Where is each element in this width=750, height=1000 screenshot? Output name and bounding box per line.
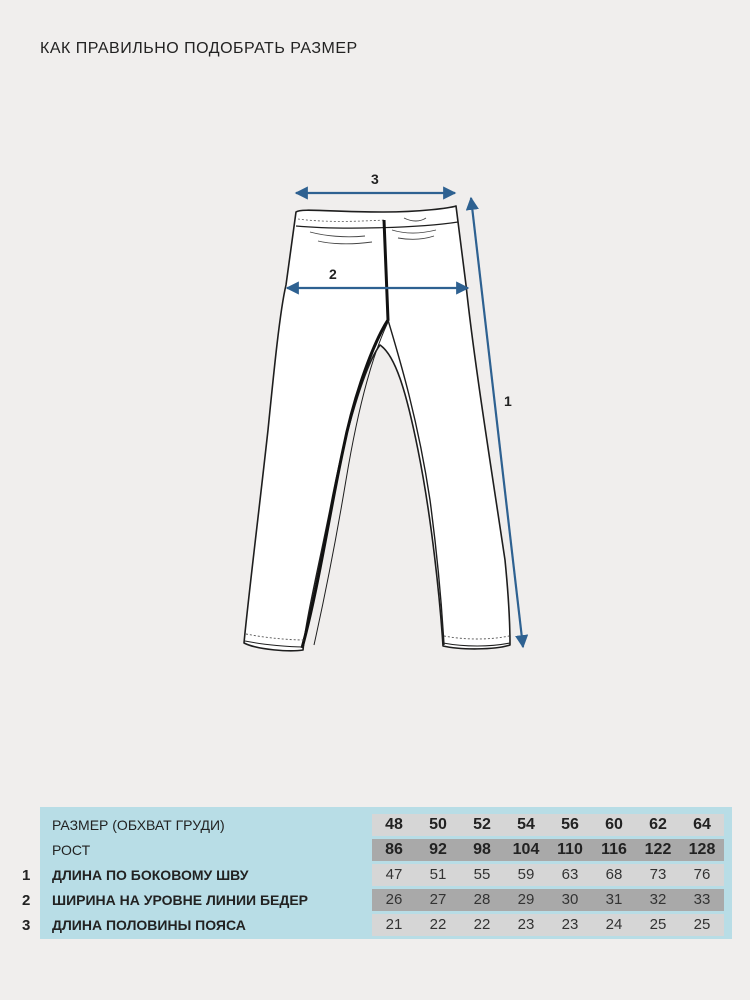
table-row-side-seam-length <box>22 864 732 886</box>
row-values <box>372 839 724 861</box>
dim-label-1: 1 <box>504 393 512 409</box>
row-values <box>372 889 724 911</box>
cell: 86 <box>385 841 403 858</box>
cell: 30 <box>561 891 579 908</box>
cell: 31 <box>605 891 623 908</box>
cell: 52 <box>473 816 491 833</box>
cell: 51 <box>429 866 447 883</box>
row-label: ДЛИНА ПО БОКОВОМУ ШВУ <box>52 867 249 883</box>
table-row-hip-width <box>22 889 732 911</box>
row-values <box>372 914 724 936</box>
cell: 122 <box>644 841 672 858</box>
cell: 128 <box>688 841 716 858</box>
cell: 24 <box>605 916 623 933</box>
cell: 73 <box>649 866 667 883</box>
cell: 92 <box>429 841 447 858</box>
cell: 60 <box>605 816 623 833</box>
cell: 68 <box>605 866 623 883</box>
cell: 50 <box>429 816 447 833</box>
page-title: КАК ПРАВИЛЬНО ПОДОБРАТЬ РАЗМЕР <box>40 40 358 57</box>
cell: 33 <box>693 891 711 908</box>
cell: 25 <box>649 916 667 933</box>
table-row-half-waist-length <box>22 914 732 936</box>
cell: 110 <box>557 841 583 858</box>
cell: 27 <box>429 891 447 908</box>
row-number: 1 <box>22 867 31 884</box>
cell: 28 <box>473 891 491 908</box>
row-values <box>372 814 724 836</box>
cell: 59 <box>517 866 535 883</box>
cell: 23 <box>517 916 535 933</box>
cell: 98 <box>473 841 491 858</box>
cell: 55 <box>473 866 491 883</box>
row-label: ШИРИНА НА УРОВНЕ ЛИНИИ БЕДЕР <box>52 892 309 908</box>
cell: 22 <box>429 916 447 933</box>
cell: 48 <box>385 816 403 833</box>
row-number: 2 <box>22 892 31 909</box>
cell: 29 <box>517 891 535 908</box>
row-label: ДЛИНА ПОЛОВИНЫ ПОЯСА <box>52 917 246 933</box>
cell: 62 <box>649 816 667 833</box>
cell: 56 <box>561 816 579 833</box>
cell: 22 <box>473 916 491 933</box>
table-row-size <box>40 814 732 836</box>
cell: 23 <box>561 916 579 933</box>
pants-outline <box>244 206 510 651</box>
row-label: РАЗМЕР (ОБХВАТ ГРУДИ) <box>52 817 225 833</box>
cell: 21 <box>385 916 403 933</box>
table-row-height <box>40 839 732 861</box>
dim-label-2: 2 <box>329 266 337 282</box>
cell: 54 <box>517 816 535 833</box>
cell: 104 <box>512 841 540 858</box>
cell: 63 <box>561 866 579 883</box>
cell: 47 <box>385 866 403 883</box>
size-table <box>22 807 732 939</box>
row-label: РОСТ <box>52 842 91 858</box>
row-number: 3 <box>22 917 31 934</box>
cell: 32 <box>649 891 667 908</box>
cell: 26 <box>385 891 403 908</box>
cell: 76 <box>693 866 711 883</box>
cell: 25 <box>693 916 711 933</box>
cell: 64 <box>693 816 711 833</box>
cell: 116 <box>601 841 627 858</box>
row-values <box>372 864 724 886</box>
dim-label-3: 3 <box>371 171 379 187</box>
